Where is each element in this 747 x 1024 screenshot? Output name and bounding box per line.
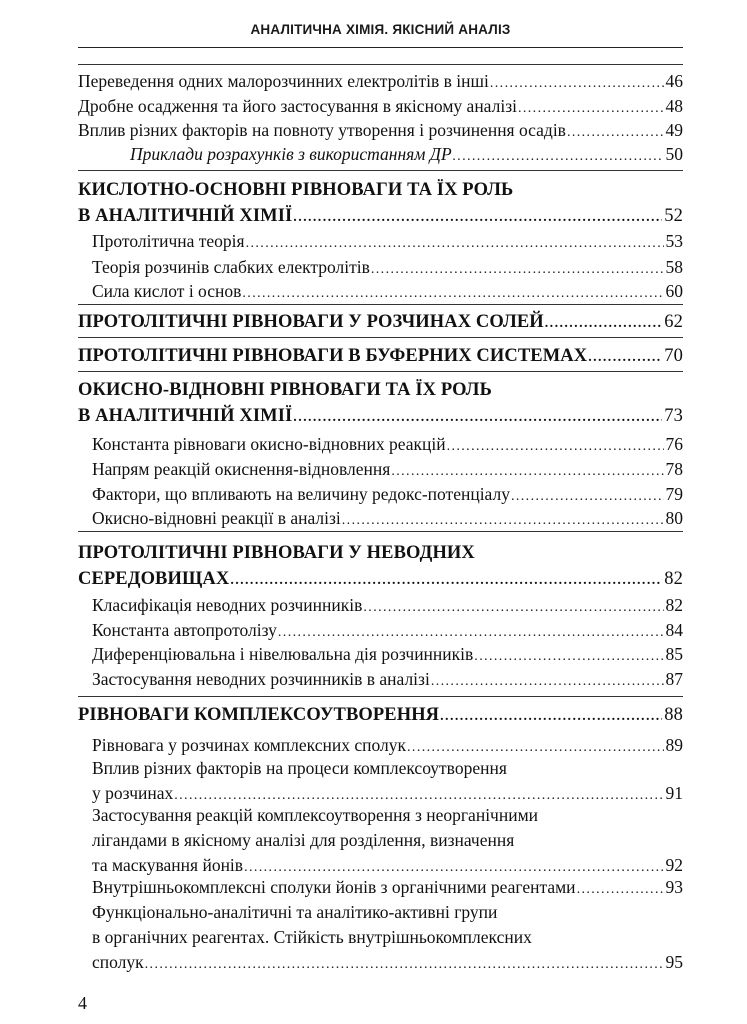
toc-entry-title: Окисно-відновні реакції в аналізі (92, 508, 341, 528)
dot-leader (490, 73, 664, 95)
toc-entry-title: КИСЛОТНО-ОСНОВНІ РІВНОВАГИ ТА ЇХ РОЛЬ (78, 180, 514, 200)
toc-subsection-entry[interactable] (78, 507, 683, 531)
toc-entry-title: В АНАЛІТИЧНІЙ ХІМІЇ (78, 206, 293, 226)
toc-page-number: 62 (664, 312, 683, 332)
toc-section-entry[interactable] (78, 704, 683, 728)
toc-entry-title: та маскування йонів (92, 855, 244, 875)
toc-page-number: 52 (664, 206, 683, 226)
toc-entry-title: Функціонально-аналітичні та аналітико-активні групи (92, 902, 498, 922)
toc-entry-title: Фактори, що впливають на величину редокс-потенціалу (92, 484, 510, 504)
toc-section-entry[interactable] (78, 345, 683, 369)
toc-page-number: 89 (665, 735, 683, 755)
toc-entry-title: Напрям реакцій окиснення-відновлення (92, 459, 391, 479)
toc-entry-title: Приклади розрахунків з використанням ДР (130, 144, 452, 164)
toc-subsection-entry[interactable] (78, 458, 683, 482)
dot-leader (145, 954, 664, 976)
toc-page-number: 48 (665, 96, 683, 116)
toc-entry-title: Диференціювальна і нівелювальна дія розчинників (92, 644, 474, 664)
toc-page-number: 50 (665, 144, 683, 164)
toc-page-number: 70 (664, 346, 683, 366)
toc-entry-title: сполук (92, 952, 144, 972)
toc-entry-title: Константа рівноваги окисно-відновних реакцій (92, 434, 446, 454)
toc-section-entry[interactable] (78, 311, 683, 335)
toc-page-number: 73 (664, 406, 683, 426)
toc-subsection-entry[interactable] (78, 643, 683, 667)
running-head: АНАЛІТИЧНА ХІМІЯ. ЯКІСНИЙ АНАЛІЗ (250, 22, 511, 37)
section-separator (78, 170, 683, 171)
toc-page-number: 82 (665, 595, 683, 615)
page-number: 4 (78, 993, 87, 1013)
toc-entry-title: Протолітична теорія (92, 231, 245, 251)
dot-leader (293, 407, 662, 429)
toc-entry-title: в органічних реагентах. Стійкість внутрішньокомплексних (92, 927, 532, 947)
toc-subsection-entry[interactable] (78, 256, 683, 280)
dot-leader (230, 570, 662, 592)
toc-page-number: 78 (665, 459, 683, 479)
toc-subsection-entry[interactable] (78, 119, 683, 143)
toc-entry-title: Рівновага у розчинах комплексних сполук (92, 735, 407, 755)
header-rule (78, 47, 683, 48)
dot-leader (453, 146, 664, 168)
toc-subsection-entry[interactable] (78, 876, 683, 900)
toc-entry-title: Константа автопротолізу (92, 620, 277, 640)
dot-leader (342, 510, 664, 532)
toc-subsection-entry[interactable] (78, 143, 683, 167)
toc-subsection-entry[interactable] (78, 70, 683, 94)
dot-leader (242, 283, 663, 305)
dot-leader (278, 622, 664, 644)
toc-page-number: 92 (665, 855, 683, 875)
toc-subsection-entry[interactable] (78, 804, 683, 879)
toc-page-number: 82 (664, 569, 683, 589)
toc-page-number: 53 (665, 231, 683, 251)
toc-page-number: 60 (665, 281, 683, 301)
toc-subsection-entry[interactable] (78, 734, 683, 758)
toc-page-number: 93 (665, 877, 683, 897)
toc-section-entry[interactable] (78, 542, 683, 594)
toc-entry-title: ОКИСНО-ВІДНОВНІ РІВНОВАГИ ТА ЇХ РОЛЬ (78, 380, 492, 400)
dot-leader (407, 737, 663, 759)
toc-page-number: 87 (665, 669, 683, 689)
toc-subsection-entry[interactable] (78, 901, 683, 976)
toc-entry-title: ПРОТОЛІТИЧНІ РІВНОВАГИ У РОЗЧИНАХ СОЛЕЙ (78, 312, 544, 332)
section-separator (78, 64, 683, 65)
toc-subsection-entry[interactable] (78, 619, 683, 643)
dot-leader (518, 98, 664, 120)
toc-entry-title: Класифікація неводних розчинників (92, 595, 363, 615)
toc-section-entry[interactable] (78, 179, 683, 231)
toc-entry-title: Застосування реакцій комплексоутворення з неорганічними (92, 805, 539, 825)
dot-leader (447, 436, 664, 458)
toc-page-number: 76 (665, 434, 683, 454)
toc-entry-title: лігандами в якісному аналізі для розділення, визначення (92, 830, 515, 850)
toc-entry-title: Дробне осадження та його застосування в якісному аналізі (78, 96, 517, 116)
dot-leader (371, 259, 664, 281)
toc-page-number: 84 (665, 620, 683, 640)
toc-entry-title: Вплив різних факторів на повноту утворення і розчинення осадів (78, 120, 566, 140)
dot-leader (474, 646, 663, 668)
toc-entry-title: Переведення одних малорозчинних електролітів в інші (78, 71, 489, 91)
dot-leader (246, 233, 664, 255)
dot-leader (293, 207, 662, 229)
toc-subsection-entry[interactable] (78, 594, 683, 618)
toc-entry-title: Сила кислот і основ (92, 281, 242, 301)
toc-subsection-entry[interactable] (78, 95, 683, 119)
toc-page-number: 91 (665, 783, 683, 803)
dot-leader (567, 122, 664, 144)
dot-leader (511, 486, 664, 508)
toc-subsection-entry[interactable] (78, 483, 683, 507)
toc-subsection-entry[interactable] (78, 757, 683, 807)
toc-page-number: 79 (665, 484, 683, 504)
section-separator (78, 371, 683, 372)
toc-entry-title: у розчинах (92, 783, 174, 803)
toc-page-number: 49 (665, 120, 683, 140)
toc-entry-title: ПРОТОЛІТИЧНІ РІВНОВАГИ В БУФЕРНИХ СИСТЕМАХ (78, 346, 588, 366)
dot-leader (440, 706, 662, 728)
toc-page-number: 95 (665, 952, 683, 972)
toc-subsection-entry[interactable] (78, 433, 683, 457)
toc-entry-title: Теорія розчинів слабких електролітів (92, 257, 370, 277)
toc-entry-title: РІВНОВАГИ КОМПЛЕКСОУТВОРЕННЯ (78, 705, 440, 725)
dot-leader (588, 347, 662, 369)
section-separator (78, 696, 683, 697)
toc-page-number: 80 (665, 508, 683, 528)
toc-page-number: 85 (665, 644, 683, 664)
section-separator (78, 337, 683, 338)
dot-leader (363, 597, 663, 619)
dot-leader (545, 313, 663, 335)
dot-leader (577, 879, 664, 901)
toc-section-entry[interactable] (78, 379, 683, 431)
toc-entry-title: Внутрішньокомплексні сполуки йонів з органічними реагентами (92, 877, 576, 897)
toc-subsection-entry[interactable] (78, 668, 683, 692)
toc-page-number: 58 (665, 257, 683, 277)
toc-subsection-entry[interactable] (78, 280, 683, 304)
toc-entry-title: В АНАЛІТИЧНІЙ ХІМІЇ (78, 406, 293, 426)
dot-leader (431, 671, 664, 693)
toc-entry-title: СЕРЕДОВИЩАХ (78, 569, 230, 589)
toc-entry-title: Застосування неводних розчинників в аналізі (92, 669, 430, 689)
toc-page-number: 46 (665, 71, 683, 91)
dot-leader (391, 461, 663, 483)
toc-subsection-entry[interactable] (78, 230, 683, 254)
toc-page-number: 88 (664, 705, 683, 725)
toc-entry-title: ПРОТОЛІТИЧНІ РІВНОВАГИ У НЕВОДНИХ (78, 543, 475, 563)
toc-entry-title: Вплив різних факторів на процеси комплексоутворення (92, 758, 507, 778)
